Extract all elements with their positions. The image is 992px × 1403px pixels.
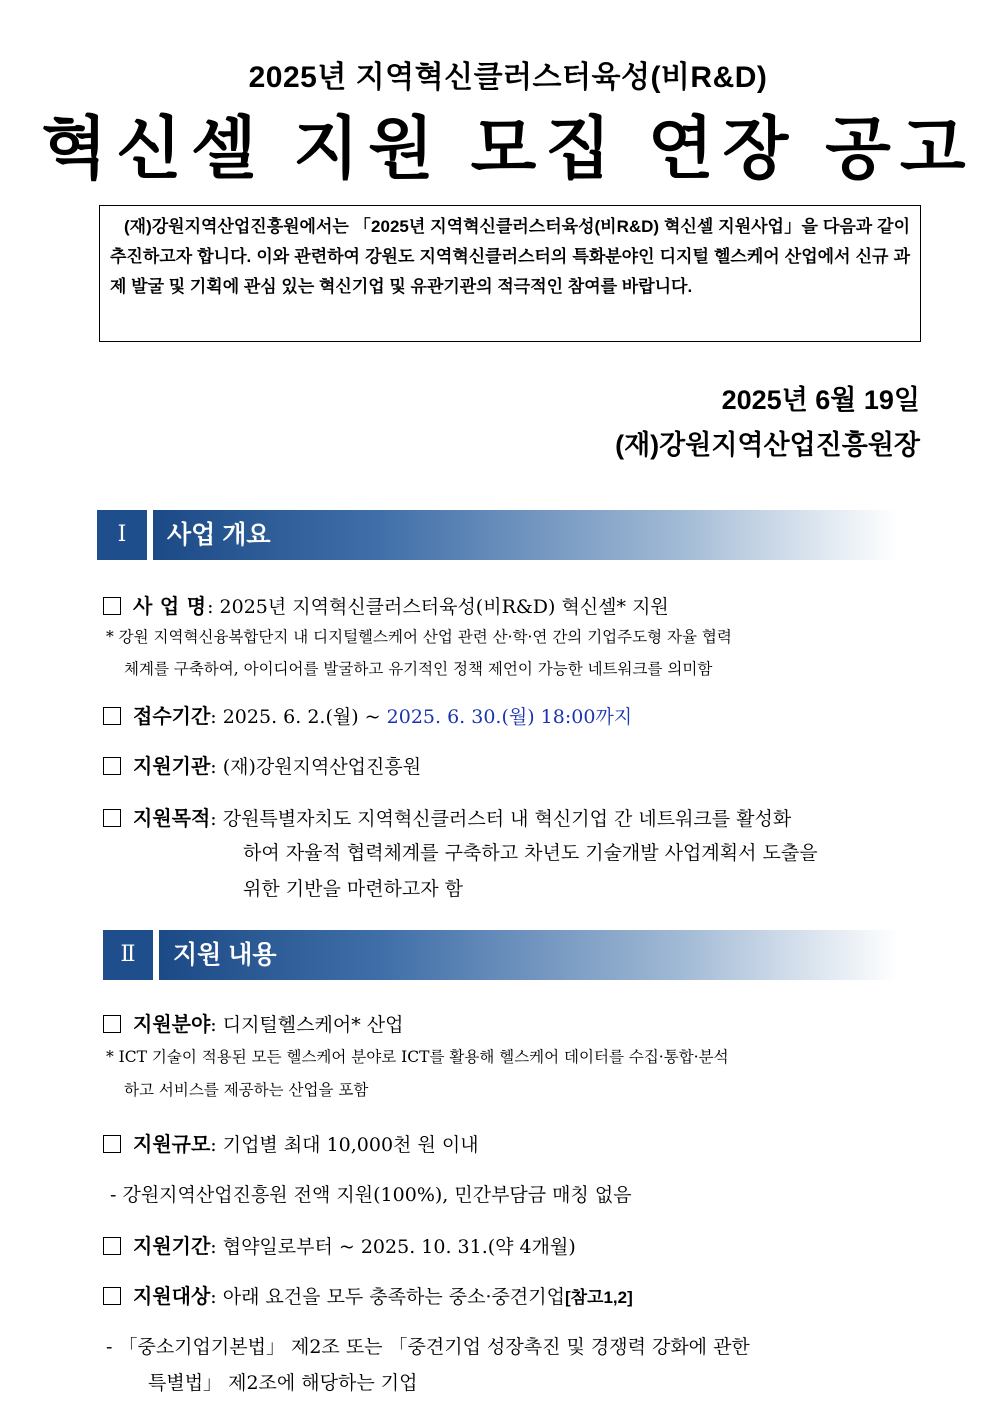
item-value: : 기업별 최대 10,000천 원 이내 bbox=[210, 1134, 479, 1156]
item-support-target bbox=[103, 1280, 633, 1309]
checkbox-icon bbox=[103, 1237, 121, 1255]
footnote-line: 체계를 구축하여, 아이디어를 발굴하고 유기적인 정책 제언이 가능한 네트워크를 의미함 bbox=[124, 660, 713, 678]
item-value: : 협약일로부터 ~ 2025. 10. 31.(약 4개월) bbox=[210, 1236, 576, 1258]
section-1-bar bbox=[153, 510, 897, 560]
item-value: : 2025. 6. 2.(월) ~ bbox=[210, 706, 387, 728]
item-key: 지원대상 bbox=[133, 1286, 211, 1308]
item-key: 지원기관 bbox=[133, 756, 211, 778]
section-1-header bbox=[97, 510, 897, 560]
item-support-term bbox=[103, 1230, 576, 1259]
item-key: 접수기간 bbox=[133, 706, 211, 728]
item-agency bbox=[103, 750, 421, 779]
scale-sub-item: - 강원지역산업진흥원 전액 지원(100%), 민간부담금 매칭 없음 bbox=[110, 1184, 632, 1206]
checkbox-icon bbox=[103, 1287, 121, 1305]
footnote-line: * ICT 기술이 적용된 모든 헬스케어 분야로 ICT를 활용해 헬스케어 데이터를 수집·통합·분석 bbox=[106, 1048, 729, 1066]
reference-tag: [참고1,2] bbox=[564, 1288, 633, 1307]
item-business-name bbox=[103, 590, 669, 619]
purpose-line: 하여 자율적 협력체계를 구축하고 차년도 기술개발 사업계획서 도출을 bbox=[243, 842, 818, 864]
item-key: 지원기간 bbox=[133, 1236, 211, 1258]
item-value: : 2025년 지역혁신클러스터육성(비R&D) 혁신셀* 지원 bbox=[207, 596, 669, 618]
issuer-name: (재)강원지역산업진흥원장 bbox=[615, 430, 920, 460]
section-2-header bbox=[103, 930, 898, 980]
intro-text: (재)강원지역산업진흥원에서는 「2025년 지역혁신클러스터육성(비R&D) 혁신셀 지원사업」을 다음과 같이 추진하고자 합니다. 이와 관련하여 강원도 지역혁신클러스터의 특화분야인 디지털 헬스케어 산업에서 신규 과제 발굴 및 기획에 관심 있는 혁신기업 및 유관기관의 적극적인 참여를 바랍니다. bbox=[110, 217, 910, 296]
deadline-highlight: 2025. 6. 30.(월) 18:00까지 bbox=[386, 706, 633, 728]
section-2-title: 지원 내용 bbox=[173, 941, 277, 969]
item-key: 지원목적 bbox=[133, 808, 211, 830]
item-value: : (재)강원지역산업진흥원 bbox=[210, 756, 422, 778]
checkbox-icon bbox=[103, 809, 121, 827]
section-2-number: Ⅱ bbox=[103, 930, 153, 980]
item-key: 지원규모 bbox=[133, 1134, 211, 1156]
item-value: : 디지털헬스케어* 산업 bbox=[210, 1014, 404, 1036]
item-key: 사 업 명 bbox=[133, 596, 208, 618]
item-value: : 아래 요건을 모두 충족하는 중소·중견기업 bbox=[210, 1286, 565, 1308]
item-key: 지원분야 bbox=[133, 1014, 211, 1036]
section-2-bar bbox=[159, 930, 898, 980]
checkbox-icon bbox=[103, 597, 121, 615]
item-support-field bbox=[103, 1008, 403, 1037]
footnote-line: * 강원 지역혁신융복합단지 내 디지털헬스케어 산업 관련 산·학·연 간의 기업주도형 자율 협력 bbox=[106, 628, 732, 646]
item-application-period bbox=[103, 700, 632, 729]
checkbox-icon bbox=[103, 1135, 121, 1153]
notice-subtitle: 2025년 지역혁신클러스터육성(비R&D) bbox=[248, 61, 768, 94]
target-sub-item: 특별법」 제2조에 해당하는 기업 bbox=[148, 1372, 418, 1394]
item-value: : 강원특별자치도 지역혁신클러스터 내 혁신기업 간 네트워크를 활성화 bbox=[210, 808, 792, 830]
section-1-number: Ⅰ bbox=[97, 510, 147, 560]
checkbox-icon bbox=[103, 1015, 121, 1033]
intro-box bbox=[99, 205, 921, 342]
issue-date: 2025년 6월 19일 bbox=[721, 385, 920, 415]
target-sub-item: - 「중소기업기본법」 제2조 또는 「중견기업 성장촉진 및 경쟁력 강화에 관한 bbox=[106, 1336, 750, 1358]
item-support-scale bbox=[103, 1128, 479, 1157]
notice-title: 혁신셀 지원 모집 연장 공고 bbox=[41, 111, 975, 187]
purpose-line: 위한 기반을 마련하고자 함 bbox=[243, 878, 464, 900]
item-purpose bbox=[103, 802, 791, 831]
checkbox-icon bbox=[103, 707, 121, 725]
footnote-line: 하고 서비스를 제공하는 산업을 포함 bbox=[124, 1081, 369, 1099]
checkbox-icon bbox=[103, 757, 121, 775]
section-1-title: 사업 개요 bbox=[167, 521, 271, 549]
